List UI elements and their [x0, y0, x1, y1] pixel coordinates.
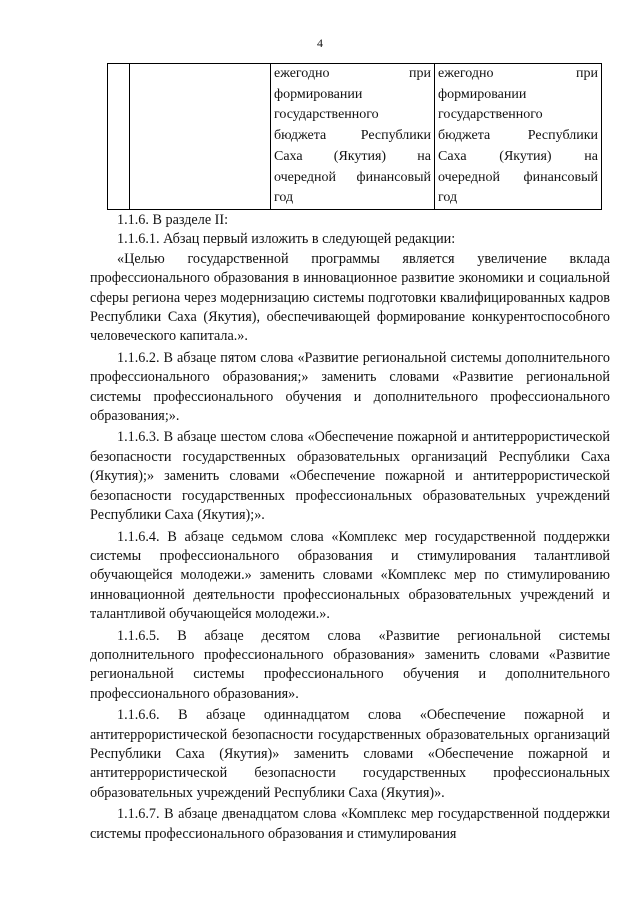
- page-number: 4: [317, 36, 323, 50]
- paragraph: 1.1.6.4. В абзаце седьмом слова «Комплекс мер государственной поддержки системы профессионального образования и стимулирования талантливой обучающейся молодежи.» заменить словами «Комплекс мер по стимулированию инновационной деятельности профессиональных образовательных учреждений и талантливой обучающейся молодежи.».: [90, 528, 610, 623]
- paragraph: 1.1.6.3. В абзаце шестом слова «Обеспечение пожарной и антитеррористической безопасности государственных образовательных организаций Республики Саха (Якутия);» заменить словами «Обеспечение пожарной и антитеррористической безопасности государственных профессиональных образовательных учреждений Республики Саха (Якутия);».: [90, 429, 610, 524]
- paragraph: 1.1.6.7. В абзаце двенадцатом слова «Комплекс мер государственной поддержки системы профессионального образования и стимулирования: [90, 806, 610, 842]
- cell-line: Саха (Якутия) на: [274, 148, 431, 164]
- continuation-table: [107, 63, 602, 210]
- paragraph: 1.1.6. В разделе II:: [117, 212, 229, 228]
- table-cell-2: [130, 64, 271, 210]
- table-cell-3: [271, 64, 435, 210]
- document-body: [90, 211, 610, 844]
- table-cell-1: [108, 64, 130, 210]
- cell-line: ежегодно при: [274, 66, 431, 81]
- cell-line: очередной финансовый: [438, 169, 598, 185]
- cell-line: Саха (Якутия) на: [438, 148, 598, 164]
- cell-line: бюджета Республики: [438, 128, 598, 144]
- cell-line: ежегодно при: [438, 66, 598, 81]
- paragraph: 1.1.6.5. В абзаце десятом слова «Развитие региональной системы дополнительного профессионального образования» заменить словами «Развитие региональной системы профессионального обучения и дополнительного профессионального образования».: [90, 627, 610, 702]
- cell-line: бюджета Республики: [274, 128, 431, 144]
- cell-line: государственного: [438, 107, 543, 123]
- cell-line: год: [274, 190, 294, 206]
- table-cell-4: [435, 64, 602, 210]
- cell-line: формировании: [438, 86, 527, 102]
- cell-line: очередной финансовый: [274, 169, 431, 185]
- paragraph: 1.1.6.1. Абзац первый изложить в следующей редакции:: [117, 231, 456, 248]
- table-row: [108, 64, 602, 210]
- paragraph: 1.1.6.2. В абзаце пятом слова «Развитие региональной системы дополнительного профессионального образования;» заменить словами «Развитие региональной системы профессионального обучения и дополнительного профессионального образования;».: [90, 349, 610, 425]
- paragraph: «Целью государственной программы является увеличение вклада профессионального образования в инновационное развитие экономики и социальной сферы региона через модернизацию системы подготовки квалифицированных кадров Республики Саха (Якутия), обеспечивающей формирование конкурентоспособного человеческого капитала.».: [90, 250, 610, 345]
- cell-line: государственного: [274, 107, 379, 123]
- cell-line: формировании: [274, 86, 363, 102]
- cell-line: год: [438, 190, 458, 206]
- paragraph: 1.1.6.6. В абзаце одиннадцатом слова «Обеспечение пожарной и антитеррористической безопасности государственных образовательных организаций Республики Саха (Якутия)» заменить словами «Обеспечение пожарной и антитеррористической безопасности государственных профессиональных образовательных учреждений Республики Саха (Якутия)».: [90, 707, 610, 801]
